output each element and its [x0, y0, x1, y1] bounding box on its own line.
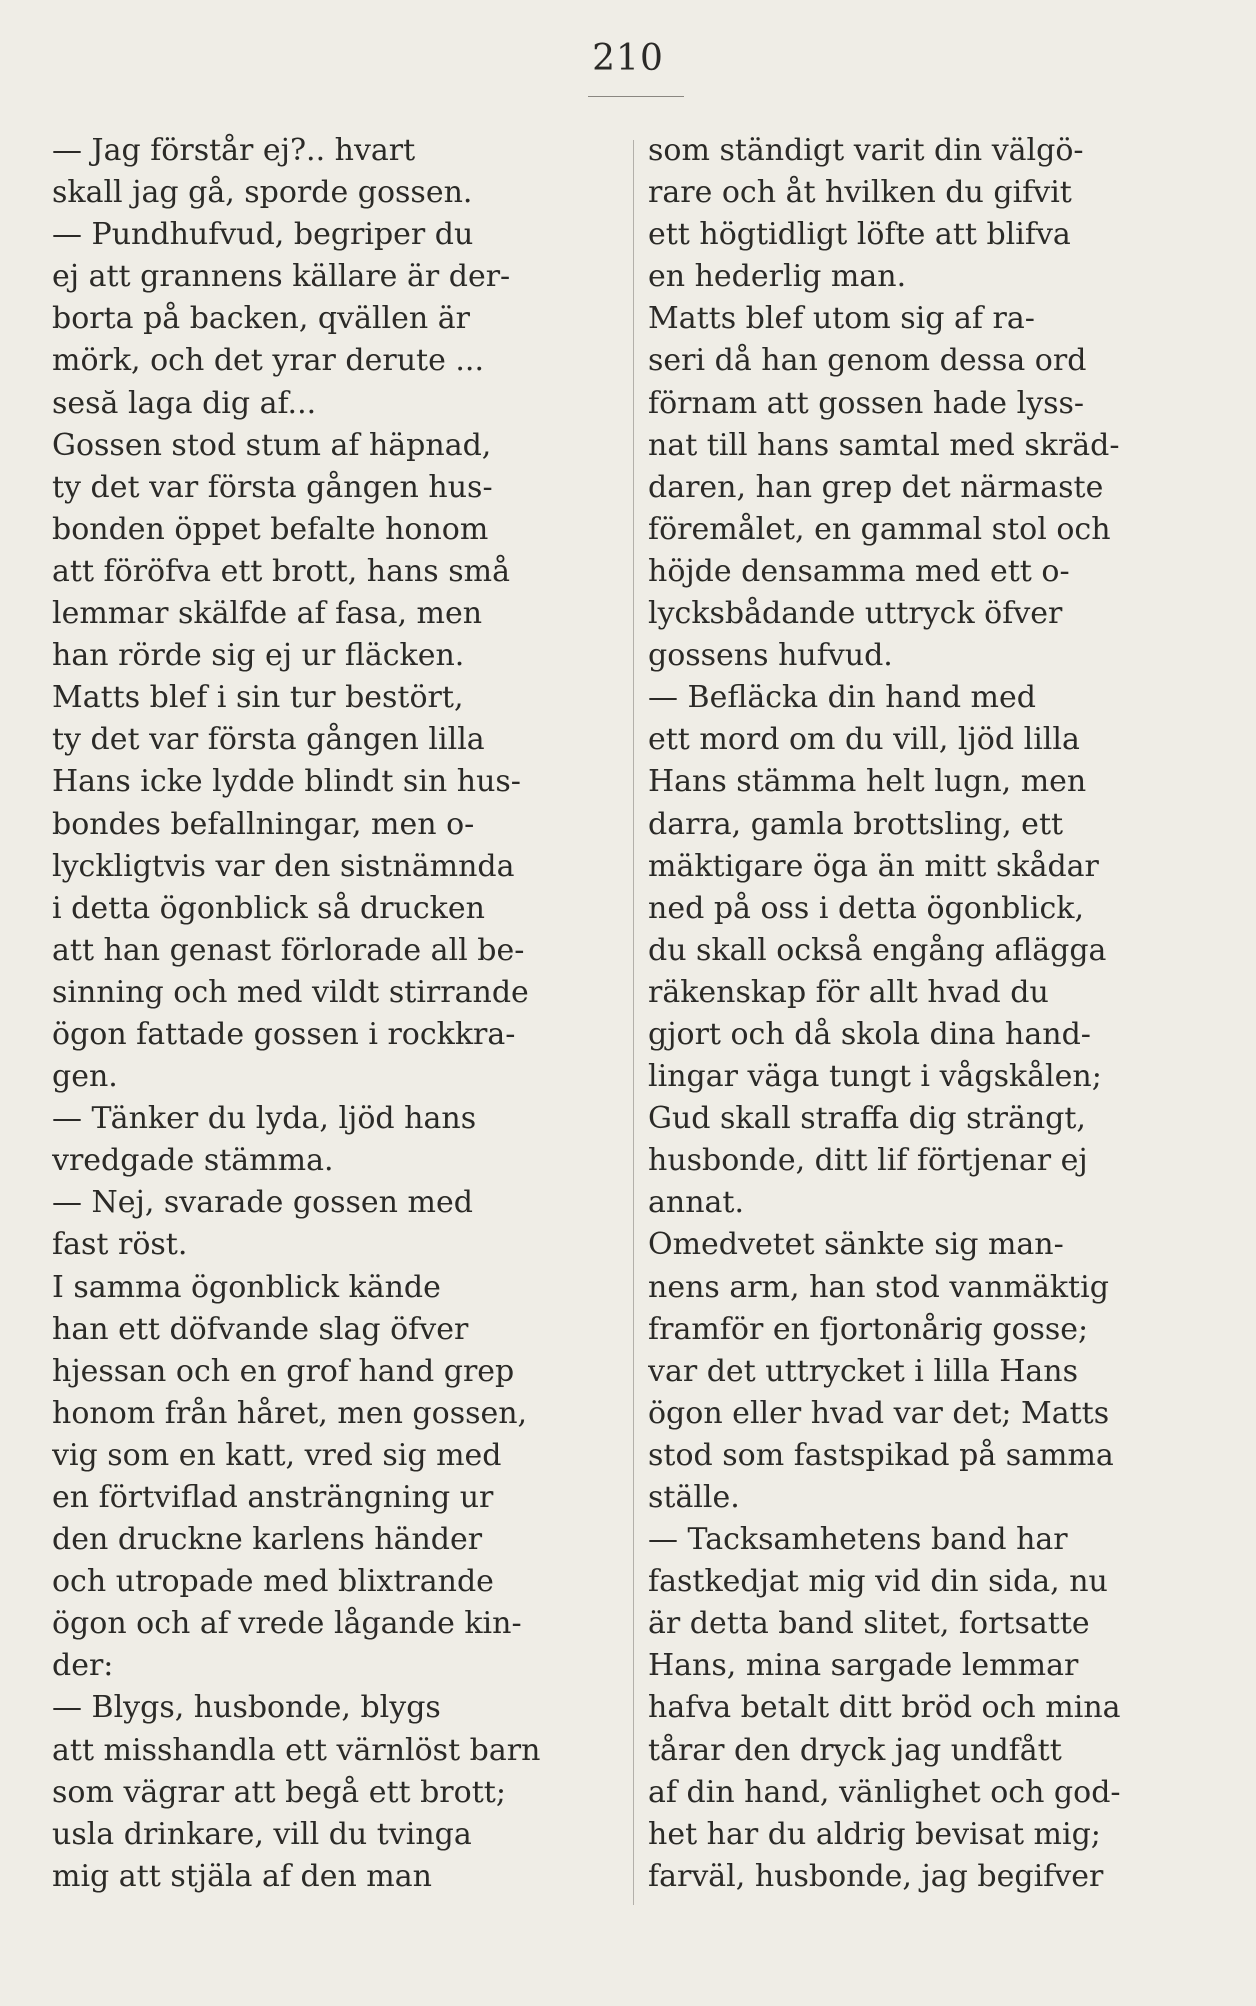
left-column-line: att han genast förlorade all be-	[52, 932, 525, 968]
left-column	[52, 130, 618, 1898]
left-column-line: lyckligtvis var den sistnämnda	[52, 848, 515, 884]
left-column-line: att misshandla ett värnlöst barn	[52, 1732, 541, 1768]
left-column-line: som vägrar att begå ett brott;	[52, 1774, 506, 1810]
right-column-line: gossens hufvud.	[648, 638, 893, 674]
left-column-line: usla drinkare, vill du tvinga	[52, 1816, 472, 1852]
left-column-line: lemmar skälfde af fasa, men	[52, 596, 483, 632]
right-column-line: Omedvetet sänkte sig man-	[648, 1227, 1064, 1263]
left-column-line: ej att grannens källare är der-	[52, 259, 511, 295]
right-column-line: lingar väga tungt i vågskålen;	[648, 1059, 1102, 1095]
left-column-line: mig att stjäla af den man	[52, 1858, 432, 1894]
right-column-line: annat.	[648, 1185, 745, 1221]
header-rule	[588, 96, 684, 97]
left-column-line: han rörde sig ej ur fläcken.	[52, 638, 465, 674]
left-column-line: ty det var första gången lilla	[52, 722, 485, 758]
left-column-line: bondes befallningar, men o-	[52, 806, 475, 842]
right-column-line: var det uttrycket i lilla Hans	[648, 1353, 1079, 1389]
right-column-line: föremålet, en gammal stol och	[648, 511, 1111, 547]
right-column-line: tårar den dryck jag undfått	[648, 1732, 1062, 1768]
left-column-line: honom från håret, men gossen,	[52, 1395, 528, 1431]
left-column-line: ögon och af vrede lågande kin-	[52, 1606, 522, 1642]
left-column-line: Hans icke lydde blindt sin hus-	[52, 764, 521, 800]
right-column-line: Hans stämma helt lugn, men	[648, 764, 1087, 800]
right-column-line: ned på oss i detta ögonblick,	[648, 890, 1085, 926]
right-column-line: — Tacksamhetens band har	[648, 1522, 1068, 1558]
left-column-line: borta på backen, qvällen är	[52, 301, 470, 337]
right-column-line: stod som fastspikad på samma	[648, 1437, 1114, 1473]
right-column-line: är detta band slitet, fortsatte	[648, 1606, 1090, 1642]
left-column-line: — Blygs, husbonde, blygs	[52, 1690, 441, 1726]
right-column-line: seri då han genom dessa ord	[648, 343, 1087, 379]
left-column-line: skall jag gå, sporde gossen.	[52, 175, 473, 211]
right-column-line: en hederlig man.	[648, 259, 907, 295]
left-column-line: fast röst.	[52, 1227, 188, 1263]
left-column-line: gen.	[52, 1059, 118, 1095]
left-column-line: — Tänker du lyda, ljöd hans	[52, 1101, 477, 1137]
left-column-line: Gossen stod stum af häpnad,	[52, 427, 492, 463]
column-divider	[633, 140, 634, 1905]
left-column-line: — Jag förstår ej?.. hvart	[52, 133, 416, 168]
right-column-line: husbonde, ditt lif förtjenar ej	[648, 1143, 1088, 1179]
left-column-line: och utropade med blixtrande	[52, 1564, 494, 1600]
right-column-line: — Befläcka din hand med	[648, 680, 1036, 716]
left-column-line: sesă laga dig af...	[52, 385, 317, 421]
right-column-line: ett högtidligt löfte att blifva	[648, 217, 1071, 253]
left-column-line: i detta ögonblick så drucken	[52, 890, 485, 926]
right-column-line: farväl, husbonde, jag begifver	[648, 1858, 1104, 1894]
right-column	[648, 130, 1214, 1898]
left-column-line: der:	[52, 1648, 114, 1684]
right-column-line: som ständigt varit din välgö-	[648, 133, 1084, 168]
right-column-line: nat till hans samtal med skräd-	[648, 427, 1120, 463]
left-column-line: sinning och med vildt stirrande	[52, 974, 529, 1010]
right-column-line: darra, gamla brottsling, ett	[648, 806, 1064, 842]
right-column-line: framför en fjortonårig gosse;	[648, 1311, 1089, 1347]
right-column-line: gjort och då skola dina hand-	[648, 1016, 1091, 1052]
left-column-line: bonden öppet befalte honom	[52, 511, 489, 547]
left-column-line: vig som en katt, vred sig med	[52, 1437, 502, 1473]
left-column-line: att föröfva ett brott, hans små	[52, 553, 510, 589]
right-column-line: daren, han grep det närmaste	[648, 469, 1104, 505]
left-column-line: ögon fattade gossen i rockkra-	[52, 1016, 516, 1052]
left-column-line: mörk, och det yrar derute ...	[52, 343, 484, 379]
right-column-line: lycksbådande uttryck öfver	[648, 596, 1063, 632]
right-column-line: Gud skall straffa dig strängt,	[648, 1101, 1086, 1137]
right-column-line: af din hand, vänlighet och god-	[648, 1774, 1121, 1810]
right-column-line: höjde densamma med ett o-	[648, 553, 1070, 589]
left-column-line: I samma ögonblick kände	[52, 1269, 441, 1305]
right-column-line: ställe.	[648, 1480, 740, 1515]
page-number: 210	[592, 38, 664, 79]
right-column-line: fastkedjat mig vid din sida, nu	[648, 1564, 1108, 1600]
left-column-line: hjessan och en grof hand grep	[52, 1353, 515, 1389]
left-column-line: en förtviflad ansträngning ur	[52, 1480, 494, 1515]
right-column-line: nens arm, han stod vanmäktig	[648, 1269, 1109, 1305]
left-column-line: han ett döfvande slag öfver	[52, 1311, 469, 1347]
left-column-line: vredgade stämma.	[52, 1143, 334, 1179]
left-column-line: — Nej, svarade gossen med	[52, 1185, 473, 1221]
right-column-line: Hans, mina sargade lemmar	[648, 1648, 1079, 1684]
left-column-line: Matts blef i sin tur bestört,	[52, 680, 464, 716]
left-column-line: ty det var första gången hus-	[52, 469, 493, 505]
right-column-line: du skall också engång aflägga	[648, 932, 1107, 968]
right-column-line: ett mord om du vill, ljöd lilla	[648, 722, 1080, 758]
right-column-line: rare och åt hvilken du gifvit	[648, 175, 1072, 211]
right-column-line: ögon eller hvad var det; Matts	[648, 1395, 1110, 1431]
right-column-line: het har du aldrig bevisat mig;	[648, 1816, 1101, 1852]
right-column-line: räkenskap för allt hvad du	[648, 974, 1049, 1010]
left-column-line: — Pundhufvud, begriper du	[52, 217, 474, 253]
right-column-line: förnam att gossen hade lyss-	[648, 385, 1085, 421]
right-column-line: hafva betalt ditt bröd och mina	[648, 1690, 1121, 1726]
right-column-line: mäktigare öga än mitt skådar	[648, 848, 1099, 884]
right-column-line: Matts blef utom sig af ra-	[648, 301, 1035, 337]
left-column-line: den druckne karlens händer	[52, 1522, 483, 1558]
